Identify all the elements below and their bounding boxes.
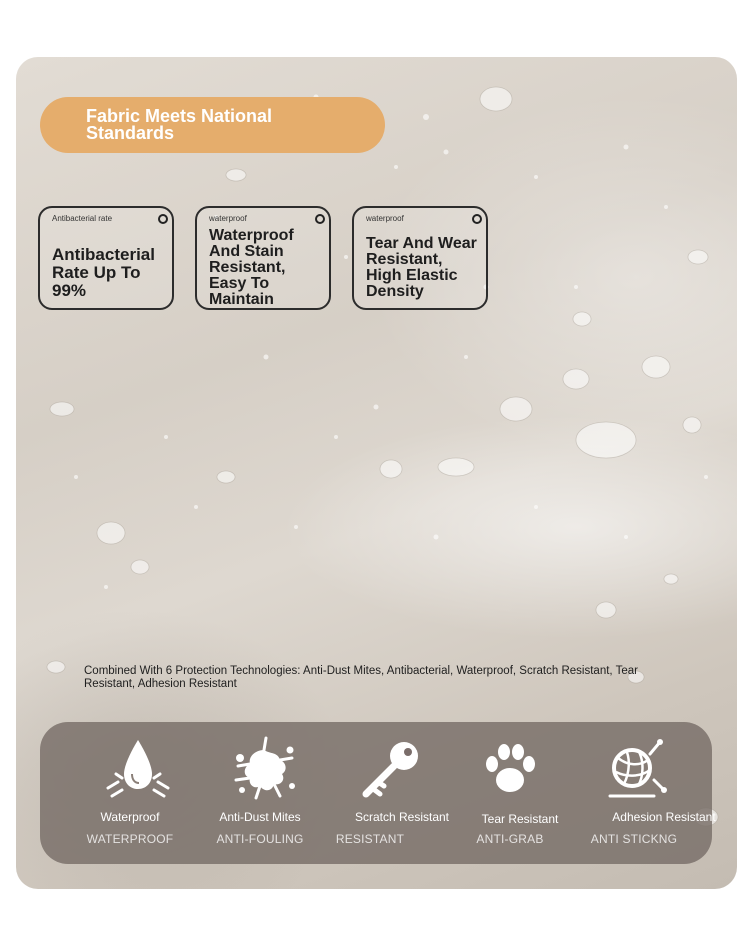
feature-label: Anti-Dust Mites — [219, 810, 301, 824]
badge-antibacterial — [38, 206, 174, 310]
badge-waterproof — [195, 206, 331, 310]
feature-label: Adhesion Resistant — [612, 810, 716, 824]
badge-dot-icon — [472, 214, 482, 224]
feature-adhesion — [580, 722, 720, 864]
badge-caption: waterproof — [366, 214, 404, 223]
feature-sub: RESISTANT — [335, 832, 405, 846]
paw-icon — [474, 736, 546, 802]
badge-text: Antibacterial Rate Up To 99% — [52, 245, 155, 300]
badge-text: Waterproof And Stain Resistant, Easy To Maintain — [209, 227, 294, 308]
feature-panel — [40, 722, 716, 864]
fabric-feature-card — [16, 57, 737, 889]
badge-caption: Antibacterial rate — [52, 214, 113, 223]
feature-scratch — [320, 722, 460, 864]
water-drop-icon — [102, 736, 174, 802]
yarn-ball-icon — [600, 736, 672, 802]
feature-label: Tear Resistant — [481, 812, 559, 826]
feature-sub: ANTI-FOULING — [216, 832, 304, 846]
splash-icon — [228, 736, 300, 802]
feature-waterproof — [60, 722, 200, 864]
badge-tear-resistant — [352, 206, 488, 310]
feature-sub: ANTI-GRAB — [476, 832, 544, 846]
badge-dot-icon — [158, 214, 168, 224]
header-pill — [40, 97, 385, 153]
badge-caption: waterproof — [209, 214, 247, 223]
feature-sub: ANTI STICKNG — [590, 832, 678, 846]
badge-text: Tear And Wear Resistant, High Elastic Density — [366, 235, 477, 300]
page-title: Fabric Meets National Standards — [86, 106, 273, 143]
badge-dot-icon — [315, 214, 325, 224]
feature-label: Waterproof — [100, 810, 160, 824]
protection-description: Combined With 6 Protection Technologies: Anti-Dust Mites, Antibacterial, Waterproof, Scratch Resistant, Tear Resistant, Adhesion Resistant — [84, 665, 638, 690]
feature-sub: WATERPROOF — [86, 832, 174, 846]
key-icon — [356, 736, 428, 802]
feature-label: Scratch Resistant — [354, 810, 450, 824]
